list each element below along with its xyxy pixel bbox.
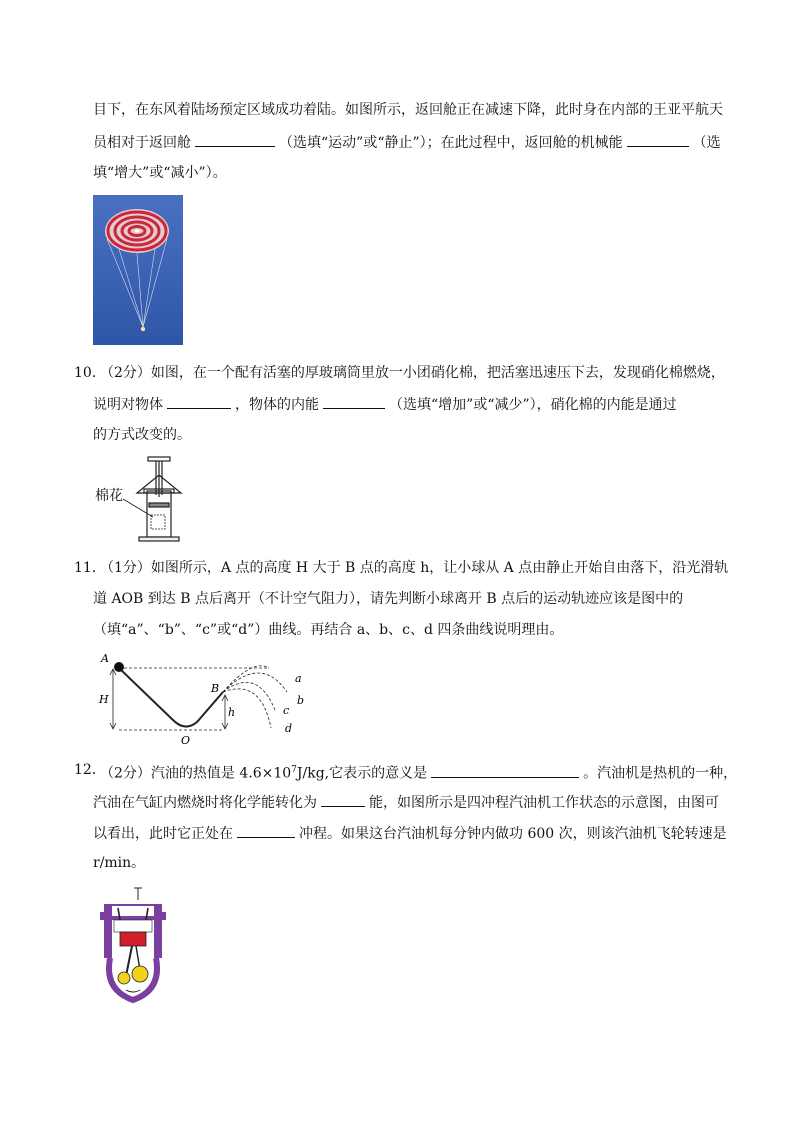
piston bbox=[149, 503, 169, 507]
q11-line1: （1分）如图所示，A 点的高度 H 大于 B 点的高度 h，让小球从 A 点由静止开始自由落下，沿光滑轨 bbox=[100, 560, 729, 576]
cotton-label: 棉花 bbox=[95, 488, 123, 504]
return-capsule bbox=[141, 327, 145, 331]
cotton-ball bbox=[151, 515, 165, 529]
label-h: h bbox=[228, 706, 236, 719]
parachute-canopy bbox=[105, 209, 169, 253]
q10-blank-1[interactable] bbox=[167, 394, 231, 409]
q12-line1 bbox=[100, 760, 737, 784]
q11-line2: 道 AOB 到达 B 点后离开（不计空气阻力），请先判断小球离开 B 点后的运动轨迹应该是图中的 bbox=[93, 591, 684, 607]
q10-line2 bbox=[93, 394, 677, 415]
base bbox=[139, 537, 179, 541]
curve-b bbox=[223, 673, 287, 692]
q12-line1-text-a: （2分）汽油的热值是 4.6×10 bbox=[100, 765, 292, 782]
q10-line2-text-a: 说明对物体 bbox=[93, 397, 163, 413]
q12-line3-text-a: 以看出，此时它正处在 bbox=[93, 826, 233, 842]
curve-a bbox=[223, 666, 269, 692]
label-A: A bbox=[101, 652, 109, 665]
q9-line2-text-b: （选填“运动”或“静止”）；在此过程中，返回舱的机械能 bbox=[279, 135, 623, 151]
label-B: B bbox=[211, 682, 220, 695]
cylinder-wall-right bbox=[154, 920, 162, 958]
crankshaft bbox=[132, 966, 148, 982]
q11-number: 11． bbox=[74, 560, 106, 576]
engine-figure bbox=[100, 886, 166, 1004]
q10-line1: （2分）如图，在一个配有活塞的厚玻璃筒里放一小团硝化棉，把活塞迅速压下去，发现硝化棉燃烧， bbox=[100, 365, 725, 381]
glass-cylinder-figure bbox=[93, 455, 203, 543]
q9-line2 bbox=[93, 132, 721, 153]
q10-line2-text-c: （选填“增加”或“减少”），硝化棉的内能是通过 bbox=[389, 397, 677, 413]
q9-blank-2[interactable] bbox=[627, 132, 689, 147]
label-H: H bbox=[99, 693, 109, 706]
piston bbox=[120, 932, 146, 946]
label-b: b bbox=[297, 694, 305, 707]
q10-line3: 的方式改变的。 bbox=[93, 427, 191, 443]
q12-line4: r/min。 bbox=[93, 855, 146, 871]
q12-number: 12． bbox=[74, 762, 106, 778]
parachute-figure bbox=[93, 195, 183, 345]
q12-blank-1[interactable] bbox=[431, 763, 579, 778]
q12-line2-text-b: 能，如图所示是四冲程汽油机工作状态的示意图，由图可 bbox=[369, 795, 719, 811]
q12-line2-text-a: 汽油在气缸内燃烧时将化学能转化为 bbox=[93, 795, 317, 811]
q12-line1-text-c: 。汽油机是热机的一种， bbox=[583, 765, 738, 782]
track-diagram bbox=[93, 648, 313, 748]
q12-blank-3[interactable] bbox=[237, 823, 295, 838]
q10-number: 10． bbox=[74, 365, 106, 381]
q9-line3: 填“增大”或“减小”）。 bbox=[93, 165, 227, 181]
piston-handle bbox=[148, 457, 170, 461]
label-O: O bbox=[181, 734, 191, 747]
q12-exponent: 7 bbox=[291, 765, 297, 775]
q12-line3 bbox=[93, 823, 727, 844]
q9-line2-text-a: 员相对于返回舱 bbox=[93, 135, 191, 151]
q12-line1-text-b: J/kg,它表示的意义是 bbox=[296, 765, 428, 782]
cylinder-wall-left bbox=[104, 920, 112, 958]
label-c: c bbox=[283, 704, 290, 717]
smooth-track bbox=[119, 668, 223, 727]
label-pointer bbox=[123, 499, 153, 517]
q11-line3: （填“a”、“b”、“c”或“d”）曲线。再结合 a、b、c、d 四条曲线说明理由。 bbox=[93, 622, 564, 638]
glass-cylinder bbox=[147, 491, 171, 537]
q12-blank-2[interactable] bbox=[321, 792, 365, 807]
label-d: d bbox=[285, 722, 293, 735]
q9-blank-1[interactable] bbox=[195, 132, 275, 147]
label-a: a bbox=[295, 672, 302, 685]
q10-blank-2[interactable] bbox=[323, 394, 385, 409]
q10-line2-text-b: ，物体的内能 bbox=[235, 397, 319, 413]
crankcase bbox=[109, 958, 157, 1000]
q12-line2 bbox=[93, 792, 719, 813]
q9-line2-text-c: （选 bbox=[692, 135, 721, 151]
ball bbox=[114, 662, 124, 672]
q9-line1: 目下，在东风着陆场预定区域成功着陆。如图所示，返回舱正在减速下降，此时身在内部的王亚平航天 bbox=[93, 102, 723, 118]
q12-line3-text-b: 冲程。如果这台汽油机每分钟内做功 600 次，则该汽油机飞轮转速是 bbox=[299, 826, 727, 842]
